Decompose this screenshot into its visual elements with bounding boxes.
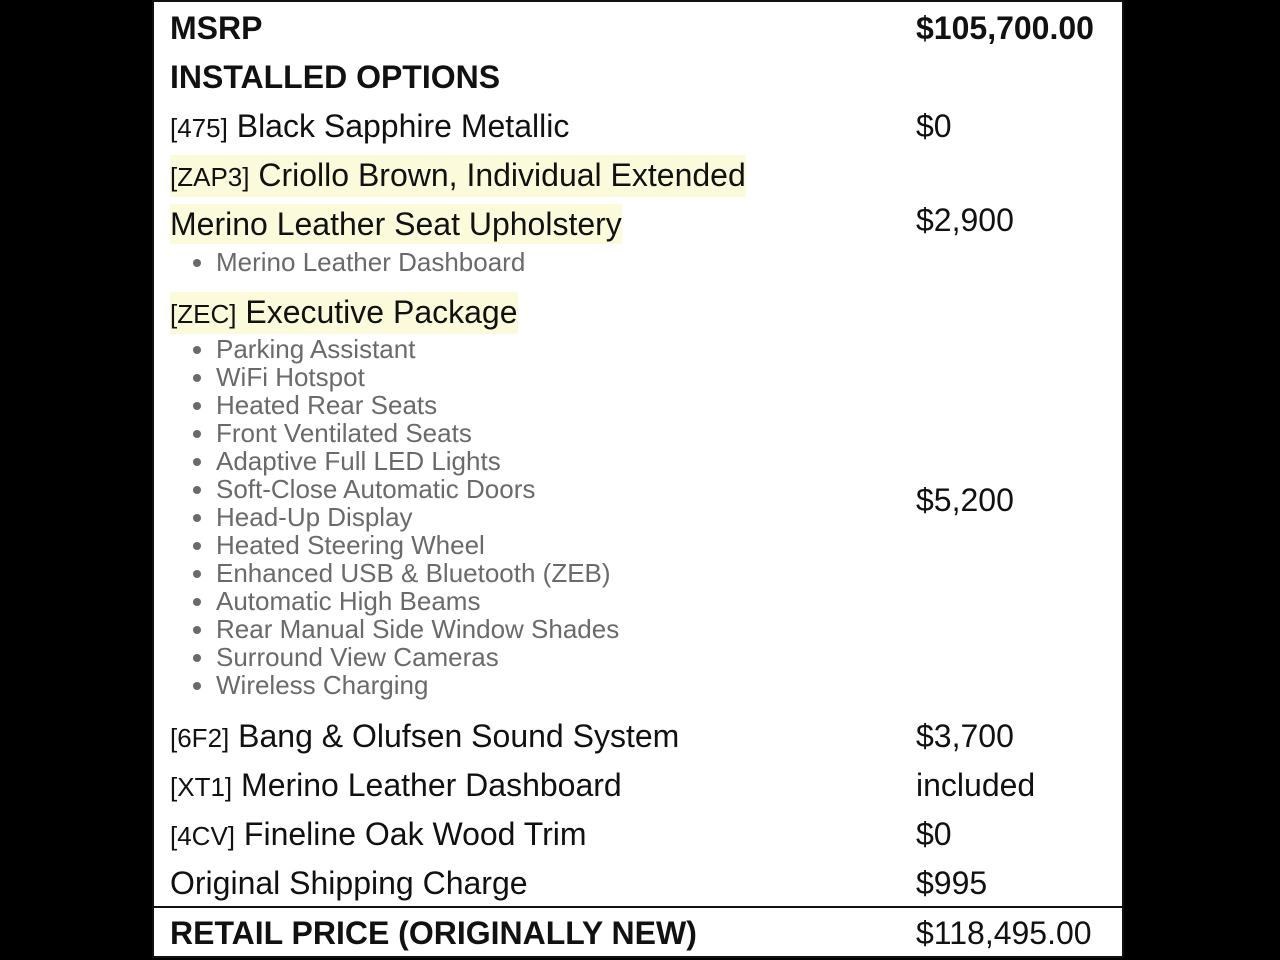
- retail-label: RETAIL PRICE (ORIGINALLY NEW): [170, 915, 697, 951]
- option-name: Bang & Olufsen Sound System: [238, 718, 680, 754]
- option-name: Merino Leather Seat Upholstery: [170, 206, 622, 242]
- option-code: [475]: [170, 113, 228, 143]
- list-item: • Head-Up Display: [216, 503, 619, 531]
- msrp-label: MSRP: [170, 10, 263, 46]
- list-item: • Soft-Close Automatic Doors: [216, 475, 619, 503]
- list-item: • WiFi Hotspot: [216, 363, 619, 391]
- feature-list: [192, 248, 525, 276]
- feature-list: [192, 335, 619, 699]
- option-code: [4CV]: [170, 821, 236, 851]
- option-price: $0: [916, 108, 952, 144]
- shipping-label: Original Shipping Charge: [170, 865, 528, 901]
- option-label: [170, 155, 746, 197]
- list-item: • Wireless Charging: [216, 671, 619, 699]
- option-label: [170, 765, 622, 807]
- divider: [154, 906, 1122, 908]
- option-price: $5,200: [916, 482, 1014, 518]
- option-label: [170, 292, 518, 334]
- option-name: Criollo Brown, Individual Extended: [258, 157, 746, 193]
- option-name: Executive Package: [245, 294, 518, 330]
- option-price: $3,700: [916, 718, 1014, 754]
- window-sticker: [152, 0, 1124, 958]
- list-item: • Rear Manual Side Window Shades: [216, 615, 619, 643]
- list-item: • Heated Steering Wheel: [216, 531, 619, 559]
- option-code: [6F2]: [170, 723, 230, 753]
- option-price: $2,900: [916, 202, 1014, 238]
- option-name: Fineline Oak Wood Trim: [243, 816, 587, 852]
- list-item: • Parking Assistant: [216, 335, 619, 363]
- option-name: Black Sapphire Metallic: [236, 108, 570, 144]
- retail-price: $118,495.00: [916, 915, 1092, 951]
- list-item: • Automatic High Beams: [216, 587, 619, 615]
- list-item: • Front Ventilated Seats: [216, 419, 619, 447]
- list-item: • Merino Leather Dashboard: [216, 248, 525, 276]
- option-label: [170, 106, 569, 148]
- option-code: [ZAP3]: [170, 162, 250, 192]
- msrp-price: $105,700.00: [916, 10, 1094, 46]
- list-item: • Enhanced USB & Bluetooth (ZEB): [216, 559, 619, 587]
- installed-options-heading: INSTALLED OPTIONS: [170, 59, 501, 95]
- list-item: • Adaptive Full LED Lights: [216, 447, 619, 475]
- option-code: [ZEC]: [170, 299, 237, 329]
- option-label: [170, 716, 679, 758]
- option-name: Merino Leather Dashboard: [241, 767, 622, 803]
- option-code: [XT1]: [170, 772, 233, 802]
- option-price: $0: [916, 816, 952, 852]
- shipping-price: $995: [916, 865, 988, 901]
- option-label: [170, 814, 587, 856]
- list-item: • Surround View Cameras: [216, 643, 619, 671]
- list-item: • Heated Rear Seats: [216, 391, 619, 419]
- option-price: included: [916, 767, 1036, 803]
